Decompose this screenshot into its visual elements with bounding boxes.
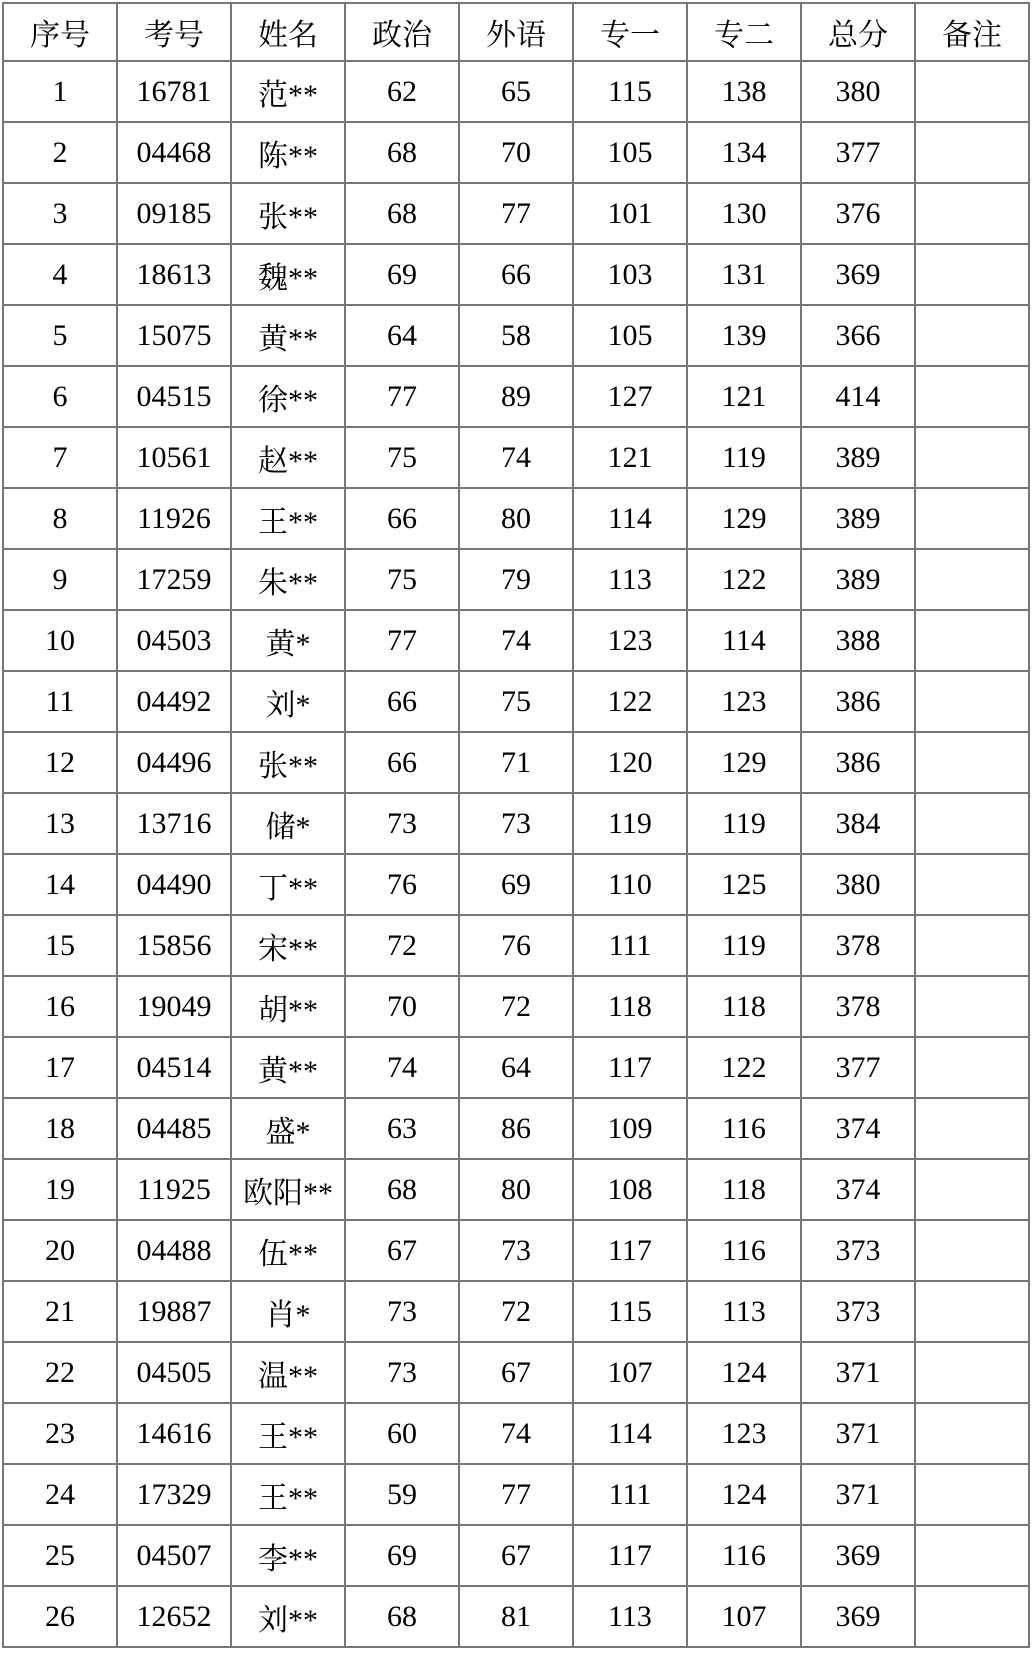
table-cell: 122 — [687, 1037, 801, 1098]
table-cell: 14616 — [117, 1403, 231, 1464]
table-cell: 371 — [801, 1464, 915, 1525]
table-cell: 12 — [3, 732, 117, 793]
table-cell — [915, 1159, 1029, 1220]
table-row — [3, 1525, 1029, 1586]
table-cell: 74 — [459, 1403, 573, 1464]
table-cell — [915, 366, 1029, 427]
table-cell: 04514 — [117, 1037, 231, 1098]
table-row — [3, 1098, 1029, 1159]
table-cell: 377 — [801, 1037, 915, 1098]
table-cell: 77 — [459, 1464, 573, 1525]
table-cell: 徐** — [231, 366, 345, 427]
table-cell: 389 — [801, 427, 915, 488]
table-cell: 24 — [3, 1464, 117, 1525]
table-cell: 116 — [687, 1220, 801, 1281]
table-cell: 73 — [345, 1342, 459, 1403]
table-cell — [915, 1525, 1029, 1586]
table-cell: 22 — [3, 1342, 117, 1403]
table-cell: 125 — [687, 854, 801, 915]
table-cell: 386 — [801, 732, 915, 793]
column-header: 总分 — [801, 3, 915, 61]
table-cell — [915, 427, 1029, 488]
table-cell: 117 — [573, 1220, 687, 1281]
table-cell: 113 — [687, 1281, 801, 1342]
table-cell: 19 — [3, 1159, 117, 1220]
table-row — [3, 854, 1029, 915]
table-cell: 25 — [3, 1525, 117, 1586]
table-row — [3, 1220, 1029, 1281]
column-header: 专二 — [687, 3, 801, 61]
table-cell: 3 — [3, 183, 117, 244]
table-cell: 肖* — [231, 1281, 345, 1342]
table-cell: 76 — [459, 915, 573, 976]
table-cell: 20 — [3, 1220, 117, 1281]
table-cell: 张** — [231, 183, 345, 244]
table-cell: 5 — [3, 305, 117, 366]
table-cell: 胡** — [231, 976, 345, 1037]
table-cell: 373 — [801, 1281, 915, 1342]
table-cell: 陈** — [231, 122, 345, 183]
table-cell: 118 — [687, 976, 801, 1037]
table-cell: 380 — [801, 854, 915, 915]
table-cell: 1 — [3, 61, 117, 122]
table-cell: 丁** — [231, 854, 345, 915]
table-cell — [915, 1220, 1029, 1281]
table-cell: 111 — [573, 915, 687, 976]
table-cell: 72 — [345, 915, 459, 976]
table-cell: 139 — [687, 305, 801, 366]
table-cell: 75 — [345, 427, 459, 488]
table-cell: 73 — [345, 793, 459, 854]
table-cell — [915, 122, 1029, 183]
table-cell: 17 — [3, 1037, 117, 1098]
table-cell: 129 — [687, 488, 801, 549]
table-cell — [915, 1037, 1029, 1098]
table-body — [3, 61, 1029, 1647]
table-cell — [915, 793, 1029, 854]
table-cell: 9 — [3, 549, 117, 610]
table-cell: 86 — [459, 1098, 573, 1159]
table-cell: 115 — [573, 61, 687, 122]
table-row — [3, 1159, 1029, 1220]
table-cell: 103 — [573, 244, 687, 305]
table-cell: 114 — [687, 610, 801, 671]
table-cell: 77 — [345, 610, 459, 671]
column-header: 姓名 — [231, 3, 345, 61]
table-cell: 17259 — [117, 549, 231, 610]
table-cell: 75 — [459, 671, 573, 732]
table-cell: 74 — [459, 427, 573, 488]
table-cell: 04485 — [117, 1098, 231, 1159]
table-cell: 21 — [3, 1281, 117, 1342]
table-cell: 138 — [687, 61, 801, 122]
column-header: 政治 — [345, 3, 459, 61]
table-row — [3, 976, 1029, 1037]
table-row — [3, 1586, 1029, 1647]
table-cell: 16781 — [117, 61, 231, 122]
table-cell: 130 — [687, 183, 801, 244]
table-cell: 储* — [231, 793, 345, 854]
table-cell: 04515 — [117, 366, 231, 427]
table-cell: 74 — [345, 1037, 459, 1098]
table-cell: 2 — [3, 122, 117, 183]
table-cell: 04490 — [117, 854, 231, 915]
table-cell — [915, 183, 1029, 244]
table-cell: 66 — [459, 244, 573, 305]
table-cell: 68 — [345, 1159, 459, 1220]
table-cell: 盛* — [231, 1098, 345, 1159]
table-cell: 117 — [573, 1037, 687, 1098]
table-cell: 119 — [573, 793, 687, 854]
table-cell: 386 — [801, 671, 915, 732]
table-cell: 15075 — [117, 305, 231, 366]
column-header: 序号 — [3, 3, 117, 61]
table-cell: 张** — [231, 732, 345, 793]
table-cell: 19049 — [117, 976, 231, 1037]
table-cell: 04468 — [117, 122, 231, 183]
table-cell: 389 — [801, 549, 915, 610]
table-row — [3, 366, 1029, 427]
table-cell: 121 — [687, 366, 801, 427]
table-cell: 118 — [573, 976, 687, 1037]
table-cell: 111 — [573, 1464, 687, 1525]
table-cell: 宋** — [231, 915, 345, 976]
table-cell: 115 — [573, 1281, 687, 1342]
table-cell: 101 — [573, 183, 687, 244]
table-row — [3, 915, 1029, 976]
table-row — [3, 1281, 1029, 1342]
table-cell — [915, 1342, 1029, 1403]
table-cell — [915, 976, 1029, 1037]
table-cell: 10 — [3, 610, 117, 671]
table-cell: 15856 — [117, 915, 231, 976]
table-cell: 77 — [459, 183, 573, 244]
table-cell: 369 — [801, 1525, 915, 1586]
table-cell: 123 — [573, 610, 687, 671]
table-cell: 67 — [459, 1342, 573, 1403]
table-row — [3, 183, 1029, 244]
table-cell: 134 — [687, 122, 801, 183]
table-cell: 李** — [231, 1525, 345, 1586]
table-cell: 384 — [801, 793, 915, 854]
table-cell: 366 — [801, 305, 915, 366]
table-cell: 119 — [687, 427, 801, 488]
table-cell: 127 — [573, 366, 687, 427]
table-cell — [915, 61, 1029, 122]
table-row — [3, 427, 1029, 488]
table-cell: 80 — [459, 1159, 573, 1220]
table-cell: 118 — [687, 1159, 801, 1220]
table-cell: 73 — [345, 1281, 459, 1342]
table-cell: 刘** — [231, 1586, 345, 1647]
table-cell: 73 — [459, 793, 573, 854]
table-cell: 371 — [801, 1403, 915, 1464]
table-cell: 378 — [801, 976, 915, 1037]
table-cell: 109 — [573, 1098, 687, 1159]
table-row — [3, 488, 1029, 549]
table-cell: 伍** — [231, 1220, 345, 1281]
table-cell: 388 — [801, 610, 915, 671]
table-cell: 18613 — [117, 244, 231, 305]
table-cell: 107 — [687, 1586, 801, 1647]
table-cell: 67 — [345, 1220, 459, 1281]
table-cell: 11926 — [117, 488, 231, 549]
table-cell: 369 — [801, 1586, 915, 1647]
column-header: 外语 — [459, 3, 573, 61]
table-cell: 107 — [573, 1342, 687, 1403]
table-cell: 73 — [459, 1220, 573, 1281]
table-cell — [915, 305, 1029, 366]
table-cell: 范** — [231, 61, 345, 122]
table-cell: 17329 — [117, 1464, 231, 1525]
table-cell: 74 — [459, 610, 573, 671]
table-cell: 赵** — [231, 427, 345, 488]
table-cell: 124 — [687, 1464, 801, 1525]
table-cell: 09185 — [117, 183, 231, 244]
table-cell: 15 — [3, 915, 117, 976]
table-cell: 414 — [801, 366, 915, 427]
table-cell: 12652 — [117, 1586, 231, 1647]
table-cell: 王** — [231, 488, 345, 549]
table-cell: 67 — [459, 1525, 573, 1586]
table-cell: 69 — [345, 244, 459, 305]
table-cell — [915, 1098, 1029, 1159]
table-row — [3, 1037, 1029, 1098]
table-cell — [915, 854, 1029, 915]
column-header: 备注 — [915, 3, 1029, 61]
table-cell: 129 — [687, 732, 801, 793]
table-cell: 105 — [573, 122, 687, 183]
table-cell — [915, 1464, 1029, 1525]
table-cell: 黄* — [231, 610, 345, 671]
table-cell: 6 — [3, 366, 117, 427]
column-header: 考号 — [117, 3, 231, 61]
table-cell: 72 — [459, 1281, 573, 1342]
table-cell: 黄** — [231, 1037, 345, 1098]
table-cell: 王** — [231, 1403, 345, 1464]
table-cell: 朱** — [231, 549, 345, 610]
table-cell: 10561 — [117, 427, 231, 488]
table-cell: 116 — [687, 1525, 801, 1586]
table-cell: 114 — [573, 488, 687, 549]
table-cell: 380 — [801, 61, 915, 122]
table-cell: 105 — [573, 305, 687, 366]
table-cell — [915, 1586, 1029, 1647]
table-cell: 7 — [3, 427, 117, 488]
table-row — [3, 122, 1029, 183]
table-cell: 66 — [345, 671, 459, 732]
table-cell: 371 — [801, 1342, 915, 1403]
column-header: 专一 — [573, 3, 687, 61]
table-cell: 113 — [573, 1586, 687, 1647]
table-cell: 389 — [801, 488, 915, 549]
table-cell: 11925 — [117, 1159, 231, 1220]
table-cell: 68 — [345, 122, 459, 183]
table-cell: 70 — [345, 976, 459, 1037]
table-cell: 122 — [687, 549, 801, 610]
table-cell: 04503 — [117, 610, 231, 671]
table-cell: 63 — [345, 1098, 459, 1159]
table-cell: 温** — [231, 1342, 345, 1403]
table-cell: 黄** — [231, 305, 345, 366]
table-cell: 60 — [345, 1403, 459, 1464]
table-row — [3, 61, 1029, 122]
table-cell — [915, 1403, 1029, 1464]
table-cell — [915, 549, 1029, 610]
table-cell: 19887 — [117, 1281, 231, 1342]
table-cell: 114 — [573, 1403, 687, 1464]
table-row — [3, 549, 1029, 610]
table-row — [3, 610, 1029, 671]
table-cell: 8 — [3, 488, 117, 549]
table-cell: 69 — [345, 1525, 459, 1586]
table-row — [3, 732, 1029, 793]
table-cell: 64 — [345, 305, 459, 366]
table-cell: 123 — [687, 671, 801, 732]
table-cell: 120 — [573, 732, 687, 793]
table-cell: 89 — [459, 366, 573, 427]
table-row — [3, 244, 1029, 305]
table-row — [3, 1464, 1029, 1525]
table-cell: 76 — [345, 854, 459, 915]
table-cell: 113 — [573, 549, 687, 610]
table-cell: 131 — [687, 244, 801, 305]
table-cell: 11 — [3, 671, 117, 732]
table-cell: 119 — [687, 915, 801, 976]
table-cell: 刘* — [231, 671, 345, 732]
table-cell: 77 — [345, 366, 459, 427]
table-cell: 376 — [801, 183, 915, 244]
table-row — [3, 305, 1029, 366]
table-cell — [915, 915, 1029, 976]
table-cell: 123 — [687, 1403, 801, 1464]
table-cell: 75 — [345, 549, 459, 610]
table-cell: 68 — [345, 183, 459, 244]
table-cell: 374 — [801, 1159, 915, 1220]
score-table — [2, 2, 1030, 1648]
table-cell: 369 — [801, 244, 915, 305]
table-cell: 71 — [459, 732, 573, 793]
table-cell — [915, 671, 1029, 732]
table-cell: 68 — [345, 1586, 459, 1647]
table-cell — [915, 610, 1029, 671]
table-cell: 04492 — [117, 671, 231, 732]
table-cell: 124 — [687, 1342, 801, 1403]
table-cell: 13 — [3, 793, 117, 854]
table-cell: 魏** — [231, 244, 345, 305]
table-cell — [915, 488, 1029, 549]
table-cell: 64 — [459, 1037, 573, 1098]
table-cell: 59 — [345, 1464, 459, 1525]
table-cell: 122 — [573, 671, 687, 732]
table-cell: 81 — [459, 1586, 573, 1647]
table-cell — [915, 732, 1029, 793]
table-cell — [915, 244, 1029, 305]
table-cell: 79 — [459, 549, 573, 610]
header-row — [3, 3, 1029, 61]
table-cell: 69 — [459, 854, 573, 915]
table-cell: 66 — [345, 732, 459, 793]
table-cell: 80 — [459, 488, 573, 549]
table-cell: 16 — [3, 976, 117, 1037]
table-cell: 116 — [687, 1098, 801, 1159]
table-cell: 14 — [3, 854, 117, 915]
table-cell: 373 — [801, 1220, 915, 1281]
table-cell: 378 — [801, 915, 915, 976]
table-cell: 23 — [3, 1403, 117, 1464]
table-cell: 65 — [459, 61, 573, 122]
table-row — [3, 1403, 1029, 1464]
table-cell: 04496 — [117, 732, 231, 793]
table-cell: 66 — [345, 488, 459, 549]
table-cell: 72 — [459, 976, 573, 1037]
table-cell: 04505 — [117, 1342, 231, 1403]
table-row — [3, 1342, 1029, 1403]
table-cell: 117 — [573, 1525, 687, 1586]
table-cell: 4 — [3, 244, 117, 305]
table-cell: 110 — [573, 854, 687, 915]
table-cell: 18 — [3, 1098, 117, 1159]
table-cell: 58 — [459, 305, 573, 366]
table-cell: 62 — [345, 61, 459, 122]
table-cell: 70 — [459, 122, 573, 183]
table-cell: 121 — [573, 427, 687, 488]
table-cell: 108 — [573, 1159, 687, 1220]
table-cell: 04488 — [117, 1220, 231, 1281]
table-cell: 04507 — [117, 1525, 231, 1586]
table-cell: 374 — [801, 1098, 915, 1159]
table-row — [3, 793, 1029, 854]
table-cell: 欧阳** — [231, 1159, 345, 1220]
table-row — [3, 671, 1029, 732]
table-cell — [915, 1281, 1029, 1342]
table-cell: 13716 — [117, 793, 231, 854]
table-cell: 119 — [687, 793, 801, 854]
table-cell: 26 — [3, 1586, 117, 1647]
table-cell: 王** — [231, 1464, 345, 1525]
table-cell: 377 — [801, 122, 915, 183]
